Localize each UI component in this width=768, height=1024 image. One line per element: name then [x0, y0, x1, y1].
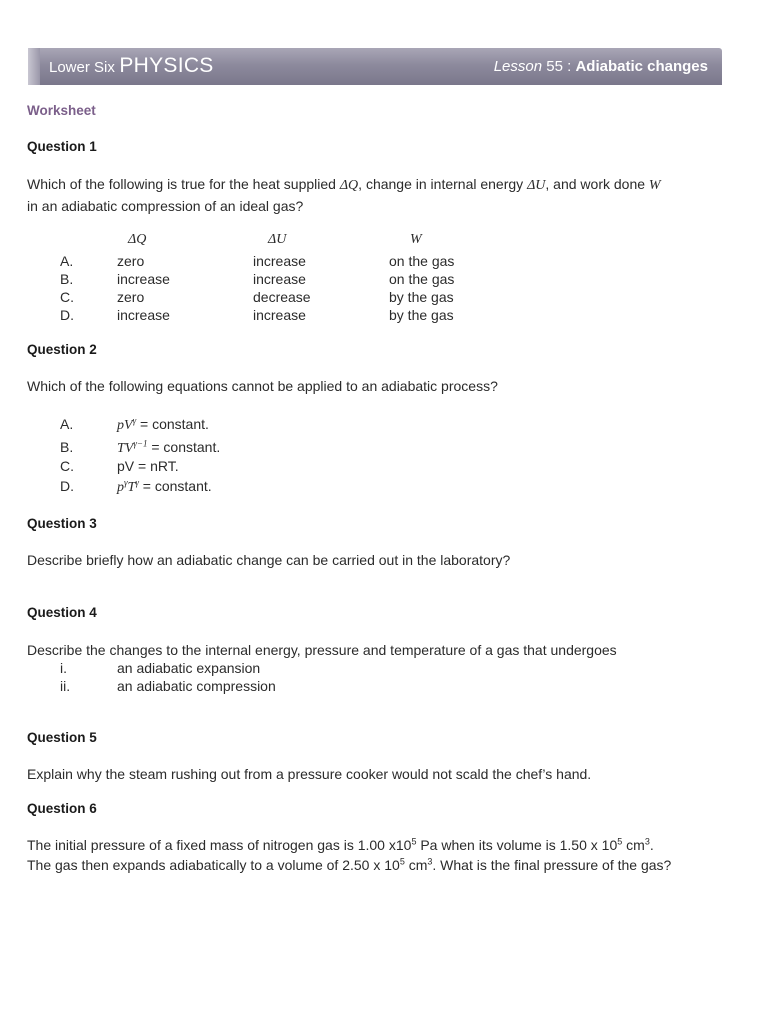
option-q: zero [117, 253, 145, 269]
option-w: by the gas [389, 289, 454, 305]
eq-sup: γ [135, 477, 139, 488]
option-equation: pV = nRT. [117, 458, 179, 474]
question-3-title: Question 3 [27, 516, 97, 531]
q6-sup: 5 [411, 836, 417, 847]
q6-sup: 3 [644, 836, 650, 847]
option-equation [117, 438, 220, 458]
eq-sup: γ−1 [133, 438, 148, 449]
lesson-name: Adiabatic changes [575, 58, 708, 75]
option-equation [117, 415, 209, 435]
question-6-title: Question 6 [27, 801, 97, 816]
q6-sup: 3 [427, 856, 433, 867]
option-q: zero [117, 289, 145, 305]
option-letter: B. [60, 271, 74, 287]
question-2-title: Question 2 [27, 342, 97, 357]
question-1-title: Question 1 [27, 139, 97, 154]
q1-symbol-w: W [648, 178, 661, 193]
eq-base: TV [117, 441, 134, 456]
q6-text-part: The initial pressure of a fixed mass of nitrogen gas is 1.00 x10 [27, 837, 412, 853]
q2-option-c [0, 457, 768, 475]
q6-text-part: cm [404, 857, 428, 873]
option-letter: A. [60, 253, 74, 269]
option-letter: B. [60, 439, 74, 455]
q6-text-part: Pa when its volume is 1.50 x 10 [416, 837, 618, 853]
option-q: increase [117, 307, 170, 323]
option-letter: C. [60, 289, 74, 305]
course-subject: PHYSICS [119, 54, 214, 77]
option-u: increase [253, 271, 306, 287]
col-head-w: W [410, 232, 422, 247]
option-w: by the gas [389, 307, 454, 323]
lesson-title [494, 58, 708, 75]
option-equation [117, 477, 212, 497]
header-banner [28, 48, 722, 85]
question-1-text [27, 174, 747, 216]
option-w: on the gas [389, 253, 455, 269]
q1-column-headers [0, 232, 768, 250]
q1-option-d [0, 306, 768, 324]
eq-sup: γ [132, 415, 137, 426]
item-text: an adiabatic compression [117, 678, 276, 694]
option-letter: A. [60, 416, 74, 432]
eq-base: pV [117, 418, 133, 433]
question-4-title: Question 4 [27, 605, 97, 620]
q1-text-part: , and work done [545, 176, 646, 192]
banner-accent [28, 48, 40, 85]
q6-text-part: cm [622, 837, 645, 853]
option-letter: C. [60, 458, 74, 474]
q1-text-part: , change in internal energy [358, 176, 524, 192]
q1-option-b [0, 270, 768, 288]
question-6-text [27, 835, 747, 875]
q1-option-a [0, 252, 768, 270]
question-5-text: Explain why the steam rushing out from a pressure cooker would not scald the chef’s hand. [27, 766, 592, 782]
q6-text-part: . What is the final pressure of the gas? [432, 857, 672, 873]
worksheet-heading: Worksheet [27, 103, 96, 118]
item-number: i. [60, 660, 67, 676]
course-title [49, 54, 214, 78]
lesson-number: 55 [546, 58, 563, 75]
q4-item-i [0, 659, 768, 677]
eq-sup: γ [124, 477, 128, 488]
course-level: Lower Six [49, 59, 115, 76]
q6-sup: 5 [617, 836, 623, 847]
q1-text-part: Which of the following is true for the heat supplied [27, 176, 336, 192]
item-text: an adiabatic expansion [117, 660, 261, 676]
lesson-sep: : [567, 58, 572, 75]
q6-text-part: The gas then expands adiabatically to a volume of 2.50 x 10 [27, 857, 400, 873]
q2-option-b [0, 438, 768, 456]
eq-tail: = constant. [138, 478, 212, 494]
question-5-title: Question 5 [27, 730, 97, 745]
q1-symbol-q: ΔQ [339, 178, 359, 193]
q1-symbol-u: ΔU [527, 178, 546, 193]
option-letter: D. [60, 307, 74, 323]
option-w: on the gas [389, 271, 455, 287]
q4-item-ii [0, 677, 768, 695]
option-u: increase [253, 253, 306, 269]
option-u: increase [253, 307, 306, 323]
q6-text-part: . [649, 837, 654, 853]
q6-sup: 5 [399, 856, 405, 867]
col-head-q: ΔQ [128, 232, 147, 247]
q2-option-d [0, 477, 768, 495]
lesson-label: Lesson [493, 58, 543, 75]
eq-tail: = constant. [136, 416, 209, 432]
q2-option-a [0, 415, 768, 433]
eq-base: p [117, 480, 124, 495]
item-number: ii. [60, 678, 71, 694]
question-4-text: Describe the changes to the internal energy, pressure and temperature of a gas that undergoes [27, 642, 617, 658]
option-u: decrease [253, 289, 311, 305]
option-q: increase [117, 271, 170, 287]
q1-option-c [0, 288, 768, 306]
eq-tail: = constant. [147, 439, 221, 455]
eq-base: T [127, 480, 136, 495]
col-head-u: ΔU [268, 232, 287, 247]
q1-text-part: in an adiabatic compression of an ideal gas? [27, 198, 304, 214]
question-3-text: Describe briefly how an adiabatic change can be carried out in the laboratory? [27, 552, 511, 568]
option-letter: D. [60, 478, 74, 494]
question-2-text: Which of the following equations cannot be applied to an adiabatic process? [27, 378, 498, 394]
